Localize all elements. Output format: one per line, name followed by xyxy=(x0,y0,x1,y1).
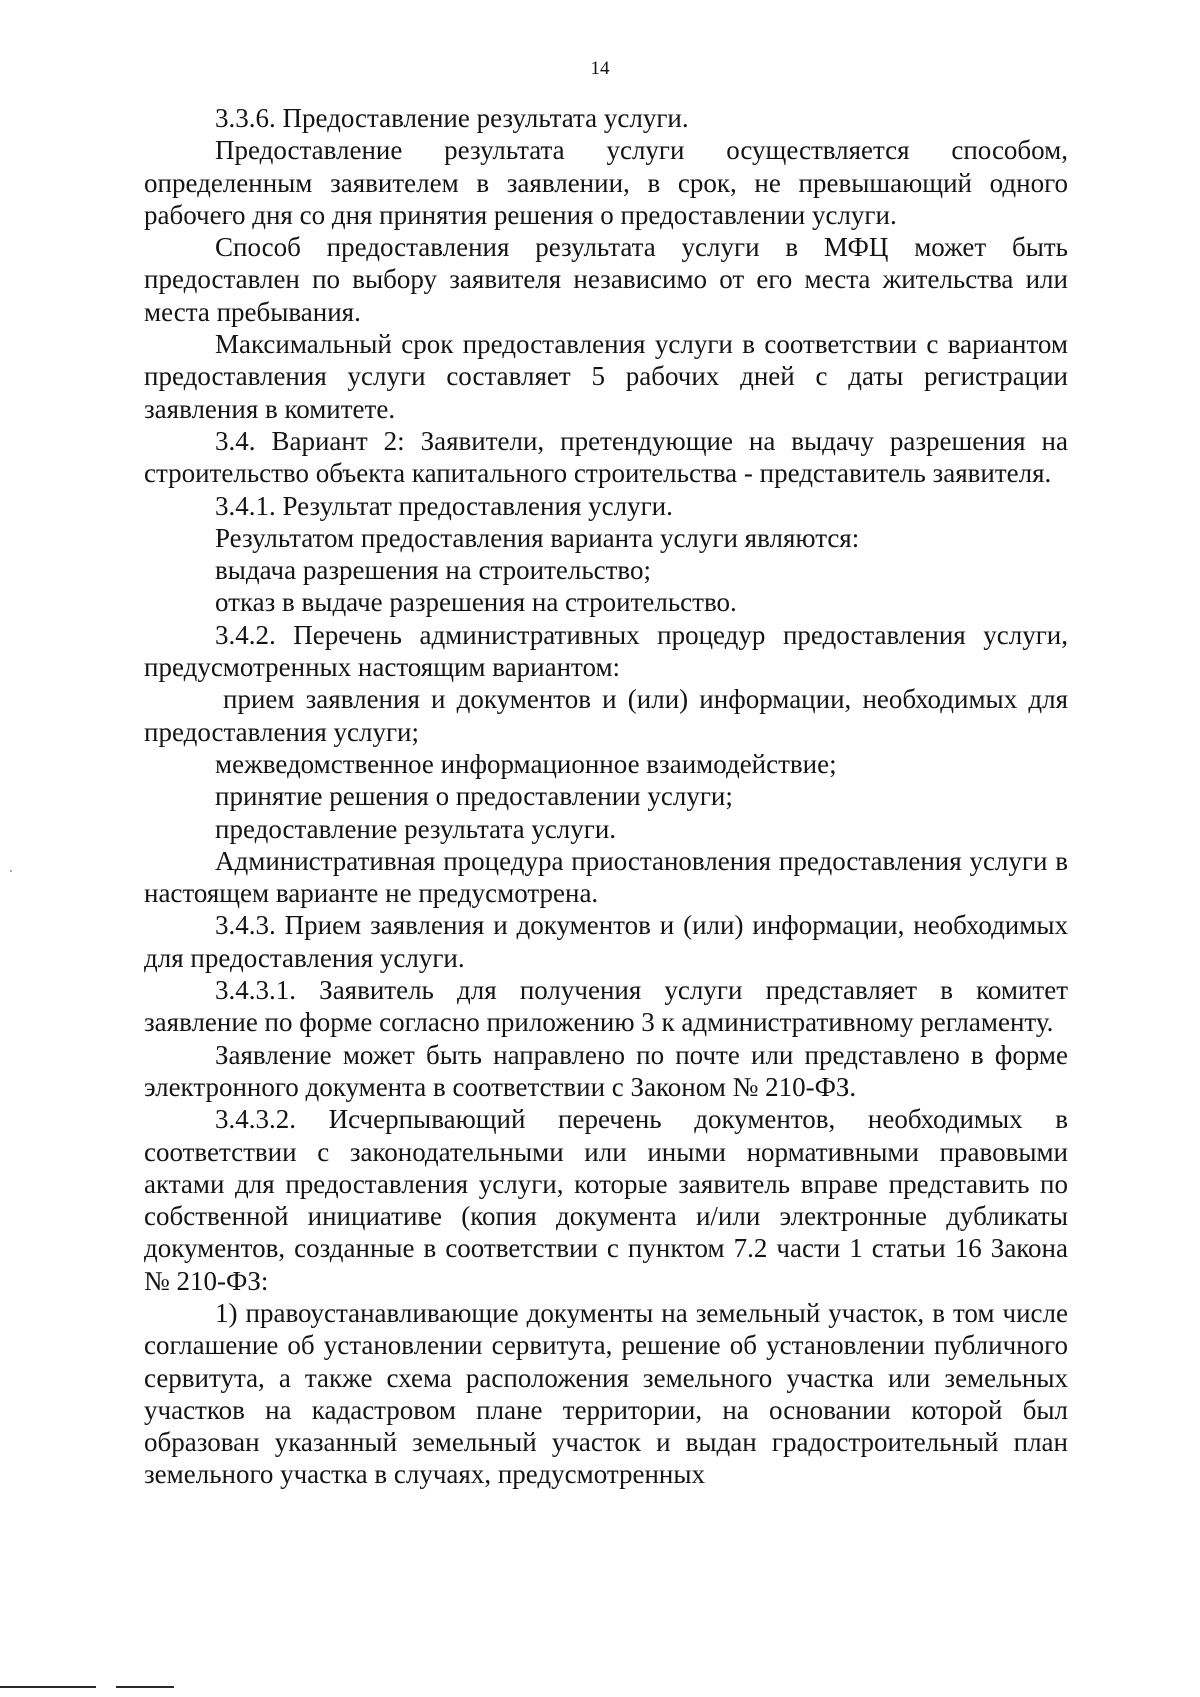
list-item: 1) правоустанавливающие документы на земельный участок, в том числе соглашение об установлении сервитута, решение об установлении публичного сервитута, а также схема расположения земельного участка или земельных участков на кадастровом плане территории, на основании которой был образован указанный земельный участок и выдан градостроительный план земельного участка в случаях, предусмотренных xyxy=(144,1297,1068,1490)
list-item: межведомственное информационное взаимодействие; xyxy=(215,748,837,779)
list-item: предоставление результата услуги. xyxy=(215,813,617,844)
paragraph-3-4-3-1: 3.4.3.1. Заявитель для получения услуги представляет в комитет заявление по форме согласно приложению 3 к административному регламенту. xyxy=(144,975,1068,1038)
paragraph-heading-3-4-2: 3.4.2. Перечень административных процедур предоставления услуги, предусмотренных настоящим вариантом: xyxy=(144,619,1068,683)
scan-artifact-line xyxy=(0,1686,96,1688)
document-body xyxy=(144,102,1068,1491)
list-item: прием заявления и документов и (или) информации, необходимых для предоставления услуги; xyxy=(144,684,1068,747)
page-number: 14 xyxy=(590,58,610,79)
list-item: принятие решения о предоставлении услуги; xyxy=(215,781,733,812)
scan-artifact-line xyxy=(116,1686,174,1688)
paragraph: Способ предоставления результата услуги в МФЦ может быть предоставлен по выбору заявителя независимо от его места жительства или места пребывания. xyxy=(144,232,1068,327)
paragraph: Максимальный срок предоставления услуги в соответствии с вариантом предоставления услуги составляет 5 рабочих дней с даты регистрации заявления в комитете. xyxy=(144,329,1068,424)
paragraph: Предоставление результата услуги осуществляется способом, определенным заявителем в заявлении, в срок, не превышающий одного рабочего дня со дня принятия решения о предоставлении услуги. xyxy=(144,135,1068,230)
list-item: выдача разрешения на строительство; xyxy=(215,555,651,586)
paragraph-3-4-3-2: 3.4.3.2. Исчерпывающий перечень документов, необходимых в соответствии с законодательными или иными нормативными правовыми актами для предоставления услуги, которые заявитель вправе представить по собственной инициативе (копия документа и/или электронные дубликаты документов, созданные в соответствии с пунктом 7.2 части 1 статьи 16 Закона № 210-ФЗ: xyxy=(144,1104,1068,1296)
paragraph: Заявление может быть направлено по почте или представлено в форме электронного документа в соответствии с Законом № 210-ФЗ. xyxy=(144,1039,1068,1102)
paragraph-heading-3-4-3: 3.4.3. Прием заявления и документов и (или) информации, необходимых для предоставления услуги. xyxy=(144,910,1068,973)
list-item: отказ в выдаче разрешения на строительство. xyxy=(215,587,737,618)
paragraph: Административная процедура приостановления предоставления услуги в настоящем варианте не предусмотрена. xyxy=(144,845,1068,909)
scan-artifact-dot xyxy=(10,870,12,872)
paragraph: Результатом предоставления варианта услуги являются: xyxy=(215,522,860,553)
paragraph-heading-3-4-1: 3.4.1. Результат предоставления услуги. xyxy=(215,490,673,521)
paragraph-heading-3-4: 3.4. Вариант 2: Заявители, претендующие на выдачу разрешения на строительство объекта капитального строительства - представитель заявителя. xyxy=(144,425,1068,489)
paragraph-heading-3-3-6: 3.3.6. Предоставление результата услуги. xyxy=(215,103,689,133)
